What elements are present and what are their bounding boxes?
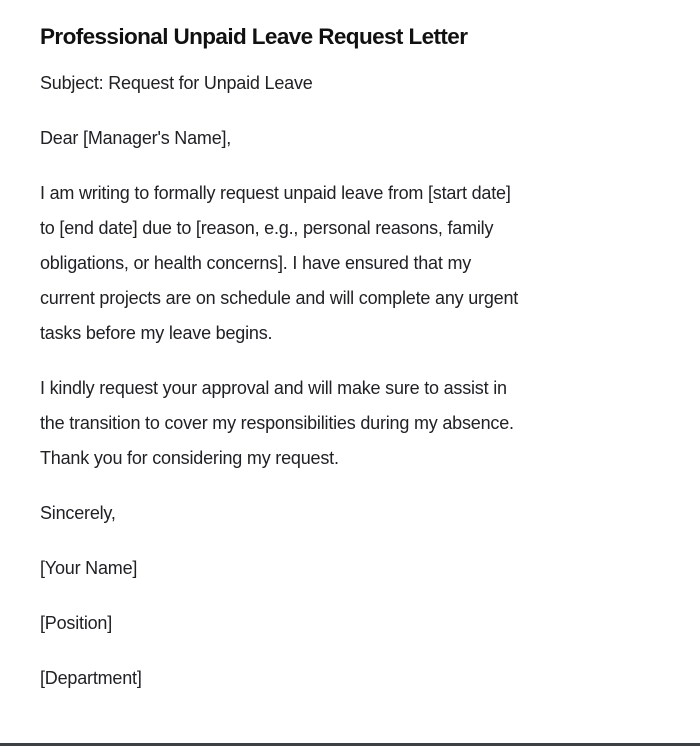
body-paragraph-1	[40, 176, 660, 351]
paragraph-line: tasks before my leave begins.	[40, 323, 273, 343]
paragraph-line: I am writing to formally request unpaid leave from [start date]	[40, 183, 511, 203]
signature-position: [Position]	[40, 613, 113, 633]
paragraph-line: current projects are on schedule and will complete any urgent	[40, 288, 519, 308]
subject-line: Subject: Request for Unpaid Leave	[40, 73, 313, 93]
paragraph-line: to [end date] due to [reason, e.g., personal reasons, family	[40, 218, 494, 238]
paragraph-line: I kindly request your approval and will make sure to assist in	[40, 378, 507, 398]
body-paragraph-2	[40, 371, 660, 476]
closing-line: Sincerely,	[40, 503, 116, 523]
paragraph-line: Thank you for considering my request.	[40, 448, 339, 468]
paragraph-line: the transition to cover my responsibilities during my absence.	[40, 413, 514, 433]
signature-name: [Your Name]	[40, 558, 138, 578]
salutation-line: Dear [Manager's Name],	[40, 128, 232, 148]
signature-department: [Department]	[40, 668, 142, 688]
paragraph-line: obligations, or health concerns]. I have ensured that my	[40, 253, 472, 273]
page-title: Professional Unpaid Leave Request Letter	[40, 24, 468, 49]
